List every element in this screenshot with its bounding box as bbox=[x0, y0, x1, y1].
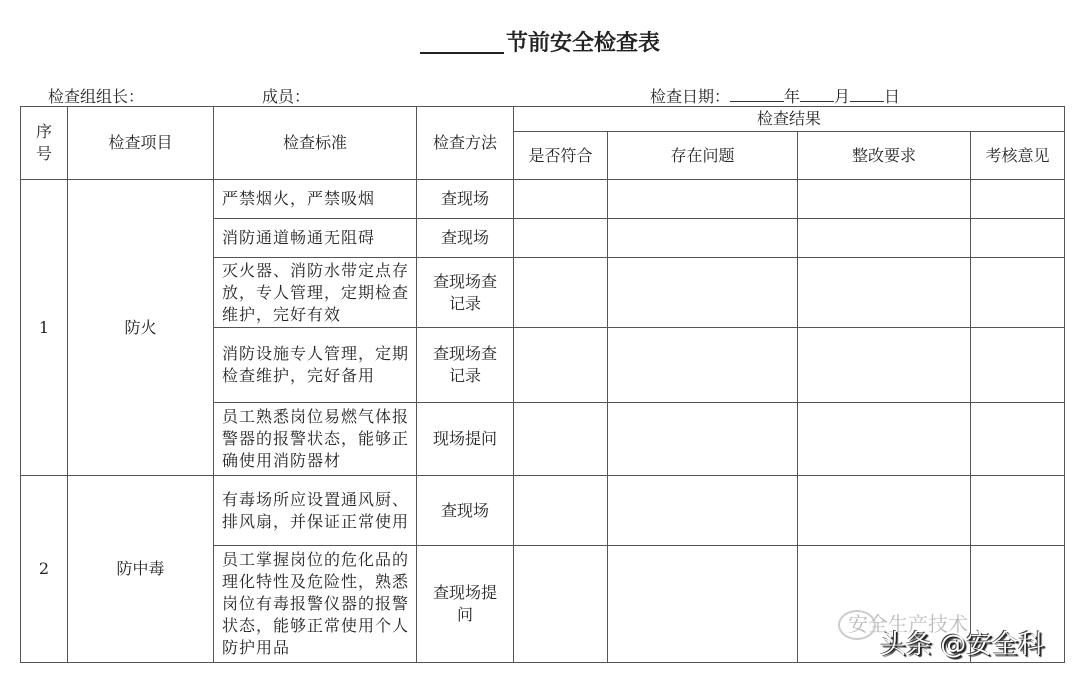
date-field bbox=[650, 84, 900, 107]
comply-cell[interactable] bbox=[514, 328, 608, 403]
standard-cell: 灭火器、消防水带定点存放，专人管理，定期检查维护，完好有效 bbox=[214, 258, 417, 328]
rectify-cell[interactable] bbox=[798, 180, 971, 219]
seq-cell: 1 bbox=[21, 180, 68, 476]
comply-cell[interactable] bbox=[514, 403, 608, 476]
method-cell: 查现场查记录 bbox=[417, 328, 514, 403]
method-cell: 查现场 bbox=[417, 219, 514, 258]
method-cell: 查现场提问 bbox=[417, 546, 514, 663]
table-row bbox=[21, 476, 1065, 546]
opinion-cell[interactable] bbox=[971, 180, 1065, 219]
problem-cell[interactable] bbox=[608, 219, 798, 258]
standard-cell: 员工掌握岗位的危化品的理化特性及危险性，熟悉岗位有毒报警仪器的报警状态，能够正常使用个人防护用品 bbox=[214, 546, 417, 663]
problem-cell[interactable] bbox=[608, 403, 798, 476]
watermark-wechat: 安全生产技术 bbox=[848, 612, 968, 636]
problem-cell[interactable] bbox=[608, 476, 798, 546]
title-blank bbox=[420, 30, 504, 54]
standard-cell: 消防设施专人管理，定期检查维护，完好备用 bbox=[214, 328, 417, 403]
members-label: 成员： bbox=[262, 87, 311, 106]
header-seq: 序号 bbox=[21, 107, 68, 180]
leader-label: 检查组组长： bbox=[48, 87, 145, 106]
header-comply: 是否符合 bbox=[514, 132, 608, 180]
method-cell: 现场提问 bbox=[417, 403, 514, 476]
header-opinion: 考核意见 bbox=[971, 132, 1065, 180]
comply-cell[interactable] bbox=[514, 546, 608, 663]
problem-cell[interactable] bbox=[608, 258, 798, 328]
comply-cell[interactable] bbox=[514, 219, 608, 258]
header-item: 检查项目 bbox=[68, 107, 214, 180]
problem-cell[interactable] bbox=[608, 546, 798, 663]
standard-cell: 员工熟悉岗位易燃气体报警器的报警状态，能够正确使用消防器材 bbox=[214, 403, 417, 476]
problem-cell[interactable] bbox=[608, 328, 798, 403]
title-text: 节前安全检查表 bbox=[505, 31, 660, 56]
method-cell: 查现场 bbox=[417, 476, 514, 546]
inspection-table bbox=[20, 106, 1065, 663]
header-rectify: 整改要求 bbox=[798, 132, 971, 180]
item-cell: 防中毒 bbox=[68, 476, 214, 663]
year-label: 年 bbox=[784, 87, 801, 106]
item-cell: 防火 bbox=[68, 180, 214, 476]
opinion-cell[interactable] bbox=[971, 258, 1065, 328]
page-title bbox=[0, 26, 1080, 57]
standard-cell: 严禁烟火，严禁吸烟 bbox=[214, 180, 417, 219]
rectify-cell[interactable] bbox=[798, 219, 971, 258]
opinion-cell[interactable] bbox=[971, 476, 1065, 546]
rectify-cell[interactable] bbox=[798, 328, 971, 403]
rectify-cell[interactable] bbox=[798, 476, 971, 546]
table-row bbox=[21, 180, 1065, 219]
comply-cell[interactable] bbox=[514, 258, 608, 328]
day-label: 日 bbox=[884, 87, 901, 106]
comply-cell[interactable] bbox=[514, 476, 608, 546]
month-label: 月 bbox=[834, 87, 851, 106]
rectify-cell[interactable] bbox=[798, 258, 971, 328]
rectify-cell[interactable] bbox=[798, 403, 971, 476]
header-standard: 检查标准 bbox=[214, 107, 417, 180]
method-cell: 查现场 bbox=[417, 180, 514, 219]
header-problem: 存在问题 bbox=[608, 132, 798, 180]
standard-cell: 消防通道畅通无阻碍 bbox=[214, 219, 417, 258]
header-result: 检查结果 bbox=[514, 107, 1065, 132]
opinion-cell[interactable] bbox=[971, 328, 1065, 403]
watermark-toutiao: 头条 @安全科 bbox=[880, 630, 1045, 660]
standard-cell: 有毒场所应设置通风厨、排风扇，并保证正常使用 bbox=[214, 476, 417, 546]
opinion-cell[interactable] bbox=[971, 219, 1065, 258]
comply-cell[interactable] bbox=[514, 180, 608, 219]
problem-cell[interactable] bbox=[608, 180, 798, 219]
opinion-cell[interactable] bbox=[971, 403, 1065, 476]
header-method: 检查方法 bbox=[417, 107, 514, 180]
seq-cell: 2 bbox=[21, 476, 68, 663]
method-cell: 查现场查记录 bbox=[417, 258, 514, 328]
date-label: 检查日期： bbox=[650, 87, 731, 106]
